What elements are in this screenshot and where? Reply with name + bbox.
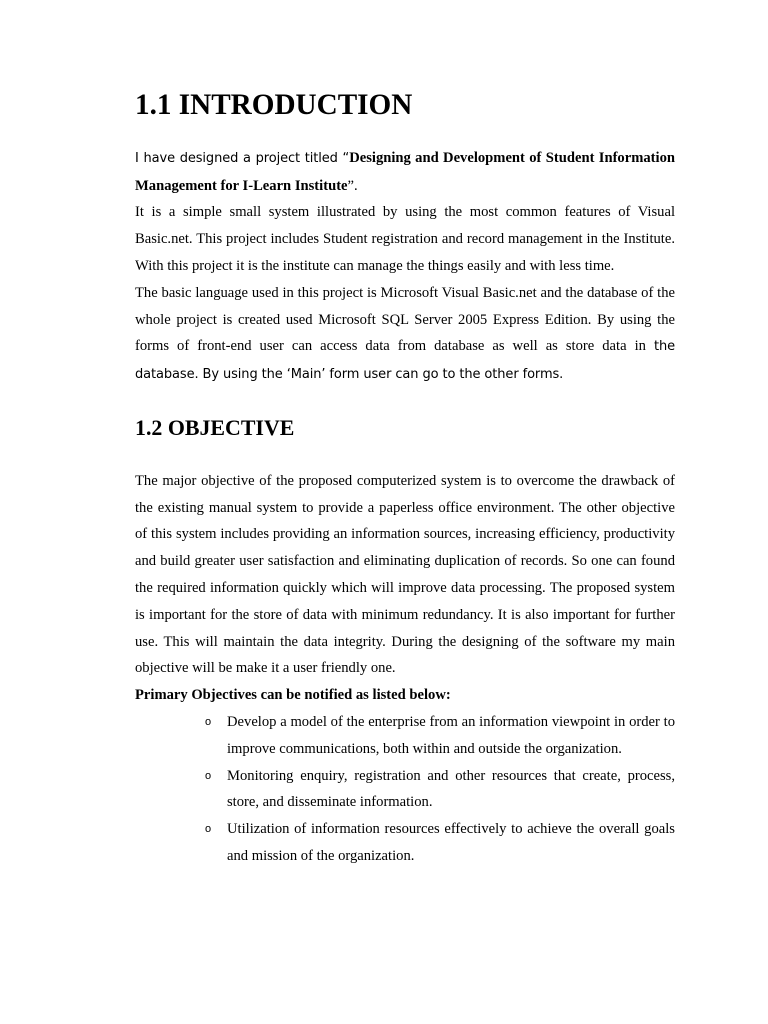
list-item-text: Monitoring enquiry, registration and other resources that create, process, store, and disseminate information. (227, 767, 675, 811)
project-title: Designing and Development of Student Information Management for I-Learn Institute (135, 149, 675, 194)
list-item-text: Utilization of information resources effectively to achieve the overall goals and mission of the organization. (227, 821, 675, 864)
objective-heading: 1.2 OBJECTIVE (135, 414, 295, 440)
list-item (205, 816, 675, 870)
document-page (135, 89, 675, 870)
bullet-circle-icon: o (205, 715, 212, 728)
bullet-circle-icon: o (205, 823, 212, 836)
intro-technology-tail: the database. By using the ‘Main’ form user can go to the other forms. (135, 339, 675, 383)
intro-paragraph-title (135, 145, 675, 200)
intro-technology-text: The basic language used in this project is Microsoft Visual Basic.net and the database of the whole project is created used Microsoft SQL Server 2005 Express Edition. By using the forms of front-end user can access data from database as well as store data in (135, 284, 675, 355)
primary-objectives-list (135, 709, 675, 870)
primary-objectives-heading: Primary Objectives can be notified as listed below: (135, 687, 451, 704)
intro-title-prefix: I have designed a project titled “ (135, 150, 350, 166)
intro-title-suffix: ”. (347, 177, 358, 194)
bullet-circle-icon: o (205, 769, 212, 782)
list-item-text: Develop a model of the enterprise from an information viewpoint in order to improve communications, both within and outside the organization. (227, 713, 675, 757)
introduction-heading: 1.1 INTRODUCTION (135, 89, 413, 121)
list-item (205, 763, 675, 817)
intro-paragraph-technology (135, 280, 675, 389)
list-item (205, 709, 675, 763)
objective-paragraph: The major objective of the proposed computerized system is to overcome the drawback of the existing manual system to provide a paperless office environment. The other objective of this system includes providing an information sources, increasing efficiency, productivity and build greater user satisfaction and eliminating duplication of records. So one can found the required information quickly which will improve data processing. The proposed system is important for the store of data with minimum redundancy. It is also important for further use. This will maintain the data integrity. During the designing of the software my main objective will be make it a user friendly one. (135, 472, 675, 677)
intro-paragraph-description: It is a simple small system illustrated by using the most common features of Visual Basic.net. This project includes Student registration and record management in the Institute. With this project it is the institute can manage the things easily and with less time. (135, 204, 675, 274)
